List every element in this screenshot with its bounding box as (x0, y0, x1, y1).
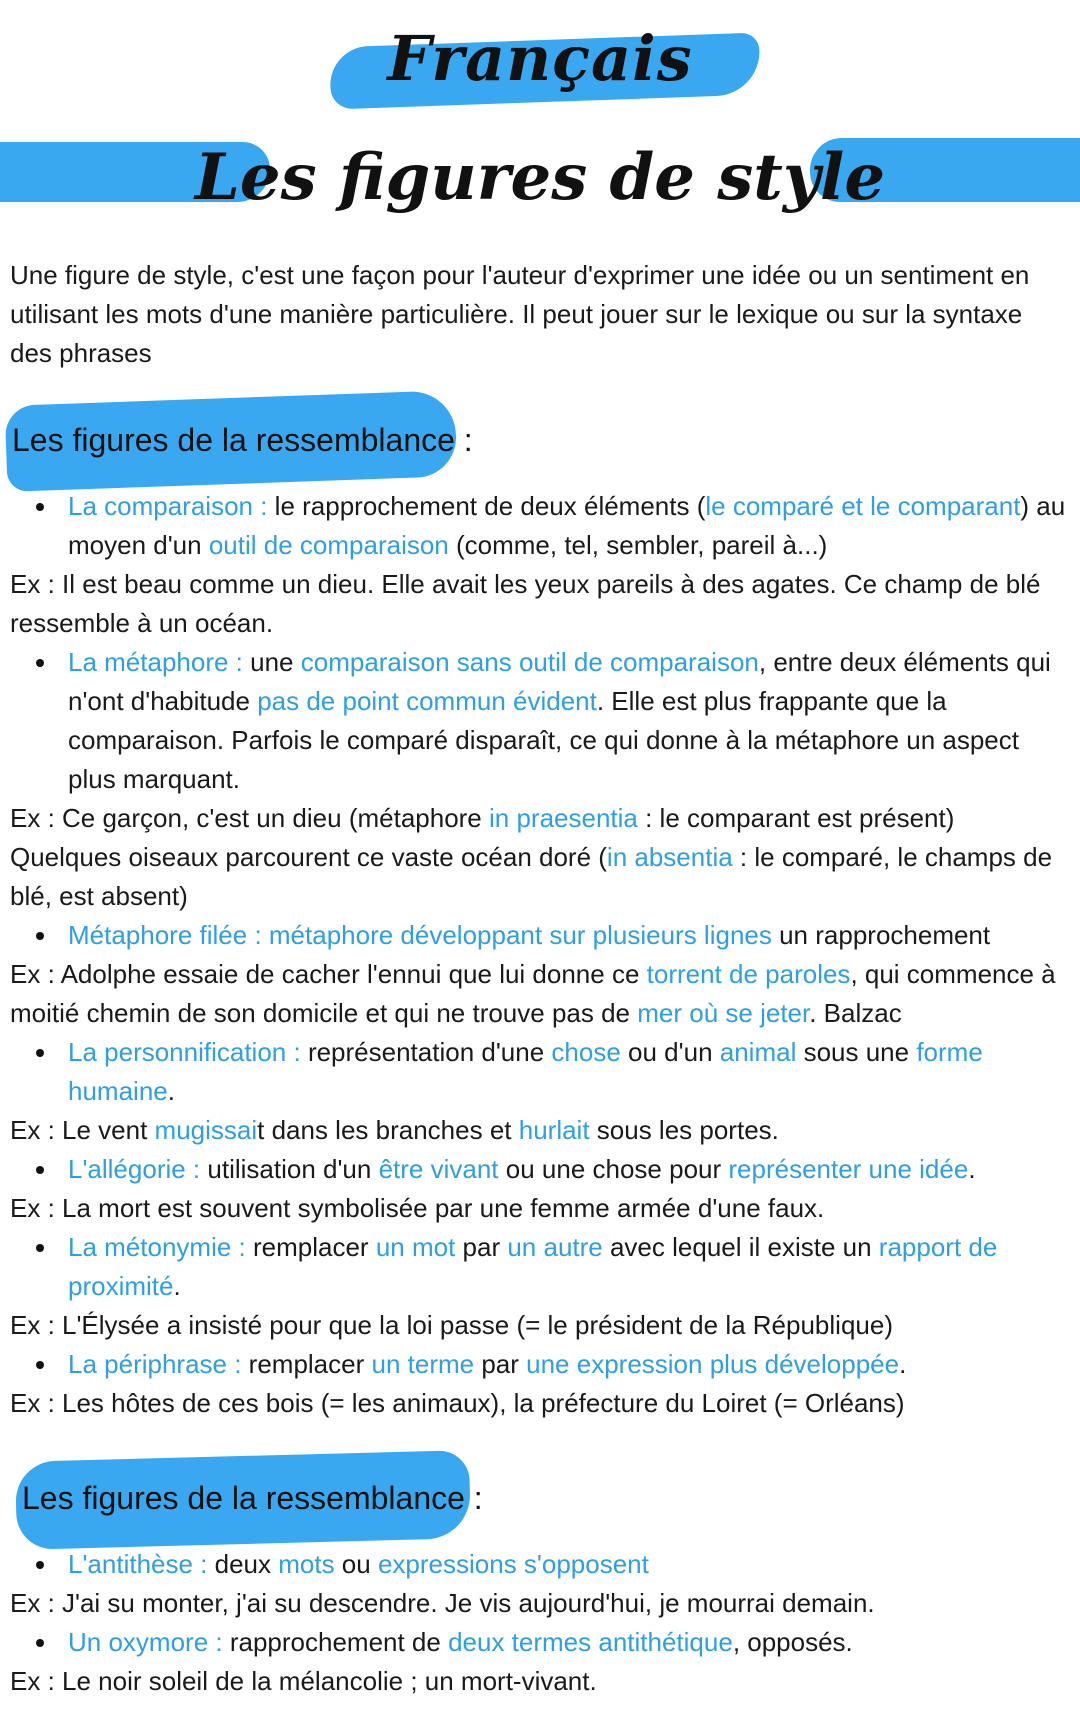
body-text: Ex : L'Élysée a insisté pour que la loi passe (= le président de la République) (10, 1310, 893, 1340)
example-line (10, 565, 1070, 643)
example-line (10, 1306, 1070, 1345)
example-line (10, 955, 1070, 1033)
highlight-text: La métaphore : (68, 647, 251, 677)
highlight-text: pas de point commun évident (257, 686, 597, 716)
highlight-text: La métonymie : (68, 1232, 253, 1262)
section2-content (10, 1545, 1070, 1701)
section1-heading: Les figures de la ressemblance : (12, 422, 473, 458)
body-text: le rapprochement de deux éléments ( (274, 491, 706, 521)
body-text: . (167, 1076, 175, 1106)
highlight-text: expressions s'opposent (377, 1549, 649, 1579)
body-text: représentation d'une (307, 1037, 552, 1067)
body-text: Quelques oiseaux parcourent ce vaste océan doré ( (10, 842, 607, 872)
body-text: ou d'un (620, 1037, 720, 1067)
bullet-item (10, 1150, 1070, 1189)
body-text: . Balzac (809, 998, 902, 1028)
highlight-text: deux termes antithétique (448, 1627, 733, 1657)
page-subtitle: Les figures de style (194, 140, 886, 215)
bullet-item (10, 487, 1070, 565)
highlight-text: torrent de paroles (646, 959, 851, 989)
highlight-text: animal (719, 1037, 797, 1067)
highlight-text: être vivant (378, 1154, 499, 1184)
body-text: rapprochement de (229, 1627, 449, 1657)
highlight-text: Un oxymore : (68, 1627, 230, 1657)
body-text: , opposés. (732, 1627, 853, 1657)
example-line (10, 1584, 1070, 1623)
body-text: avec lequel il existe un (602, 1232, 879, 1262)
highlight-text: représenter une idée (728, 1154, 969, 1184)
body-text: par (455, 1232, 508, 1262)
highlight-text: in absentia (606, 842, 733, 872)
body-text: t dans les branches et (257, 1115, 519, 1145)
highlight-text: Métaphore filée : métaphore développant sur plusieurs lignes (68, 920, 772, 950)
bullet-item (10, 1545, 1070, 1584)
section2-heading: Les figures de la ressemblance : (22, 1480, 483, 1516)
body-text: , qui commence à moitié chemin de son domicile et qui ne trouve pas de (10, 959, 1056, 1028)
highlight-text: La comparaison : (68, 491, 275, 521)
example-line (10, 799, 1070, 838)
example-line (10, 1111, 1070, 1150)
highlight-text: L'antithèse : (68, 1549, 215, 1579)
body-text: Ex : Le vent (10, 1115, 155, 1145)
body-text: Ex : Le noir soleil de la mélancolie ; un mort-vivant. (10, 1666, 597, 1696)
body-text: . (899, 1349, 907, 1379)
section1-content (10, 487, 1070, 1423)
page-title: Français (387, 22, 693, 95)
intro-paragraph: Une figure de style, c'est une façon pour l'auteur d'exprimer une idée ou un sentiment en utilisant les mots d'une manière particulière. Il peut jouer sur le lexique ou sur la syntaxe des phrases (10, 260, 1030, 368)
highlight-text: un terme (371, 1349, 475, 1379)
example-line (10, 1662, 1070, 1701)
highlight-text: forme humaine (68, 1037, 983, 1106)
bullet-item (10, 1345, 1070, 1384)
highlight-text: un mot (375, 1232, 456, 1262)
body-text: (comme, tel, sembler, pareil à...) (448, 530, 828, 560)
highlight-text: une expression plus développée (526, 1349, 900, 1379)
highlight-text: chose (551, 1037, 621, 1067)
body-text: Ex : La mort est souvent symbolisée par une femme armée d'une faux. (10, 1193, 825, 1223)
highlight-text: mots (278, 1549, 335, 1579)
bullet-item (10, 1228, 1070, 1306)
body-text: Ex : Ce garçon, c'est un dieu (métaphore (10, 803, 489, 833)
highlight-text: mugissai (154, 1115, 258, 1145)
body-text: . Elle est plus frappante que la comparaison. Parfois le comparé disparaît, ce qui donne à la métaphore un aspect plus marquant. (68, 686, 1019, 794)
body-text: sous les portes. (589, 1115, 779, 1145)
body-text: . (173, 1271, 181, 1301)
body-text: sous une (796, 1037, 917, 1067)
bullet-item (10, 643, 1070, 799)
body-text: deux (214, 1549, 279, 1579)
highlight-text: mer où se jeter (637, 998, 810, 1028)
highlight-text: L'allégorie : (68, 1154, 208, 1184)
body-text: une (250, 647, 301, 677)
body-text: Ex : Les hôtes de ces bois (= les animaux), la préfecture du Loiret (= Orléans) (10, 1388, 905, 1418)
example-line (10, 1384, 1070, 1423)
example-line (10, 1189, 1070, 1228)
highlight-text: outil de comparaison (208, 530, 449, 560)
body-text: Ex : Adolphe essaie de cacher l'ennui que lui donne ce (10, 959, 647, 989)
highlight-text: hurlait (518, 1115, 590, 1145)
body-text: Ex : Il est beau comme un dieu. Elle avait les yeux pareils à des agates. Ce champ de blé ressemble à un océan. (10, 569, 1041, 638)
body-text: . (968, 1154, 976, 1184)
bullet-item (10, 1033, 1070, 1111)
highlight-text: in praesentia (489, 803, 638, 833)
example-line (10, 838, 1070, 916)
highlight-text: rapport de proximité (68, 1232, 998, 1301)
body-text: un rapprochement (771, 920, 991, 950)
body-text: : le comparé, le champs de blé, est absent) (10, 842, 1053, 911)
highlight-text: le comparé et le comparant (705, 491, 1021, 521)
body-text: ou une chose pour (498, 1154, 729, 1184)
body-text: ) au moyen d'un (68, 491, 1066, 560)
body-text: par (474, 1349, 527, 1379)
highlight-text: comparaison sans outil de comparaison (300, 647, 759, 677)
body-text: remplacer (248, 1349, 372, 1379)
body-text: utilisation d'un (207, 1154, 379, 1184)
body-text: : le comparant est présent) (637, 803, 955, 833)
body-text: remplacer (252, 1232, 376, 1262)
body-text: , entre deux éléments qui n'ont d'habitude (68, 647, 1051, 716)
highlight-text: La périphrase : (68, 1349, 249, 1379)
highlight-text: La personnification : (68, 1037, 308, 1067)
bullet-item (10, 916, 1070, 955)
bullet-item (10, 1623, 1070, 1662)
highlight-text: un autre (507, 1232, 603, 1262)
body-text: Ex : J'ai su monter, j'ai su descendre. Je vis aujourd'hui, je mourrai demain. (10, 1588, 875, 1618)
body-text: ou (334, 1549, 378, 1579)
